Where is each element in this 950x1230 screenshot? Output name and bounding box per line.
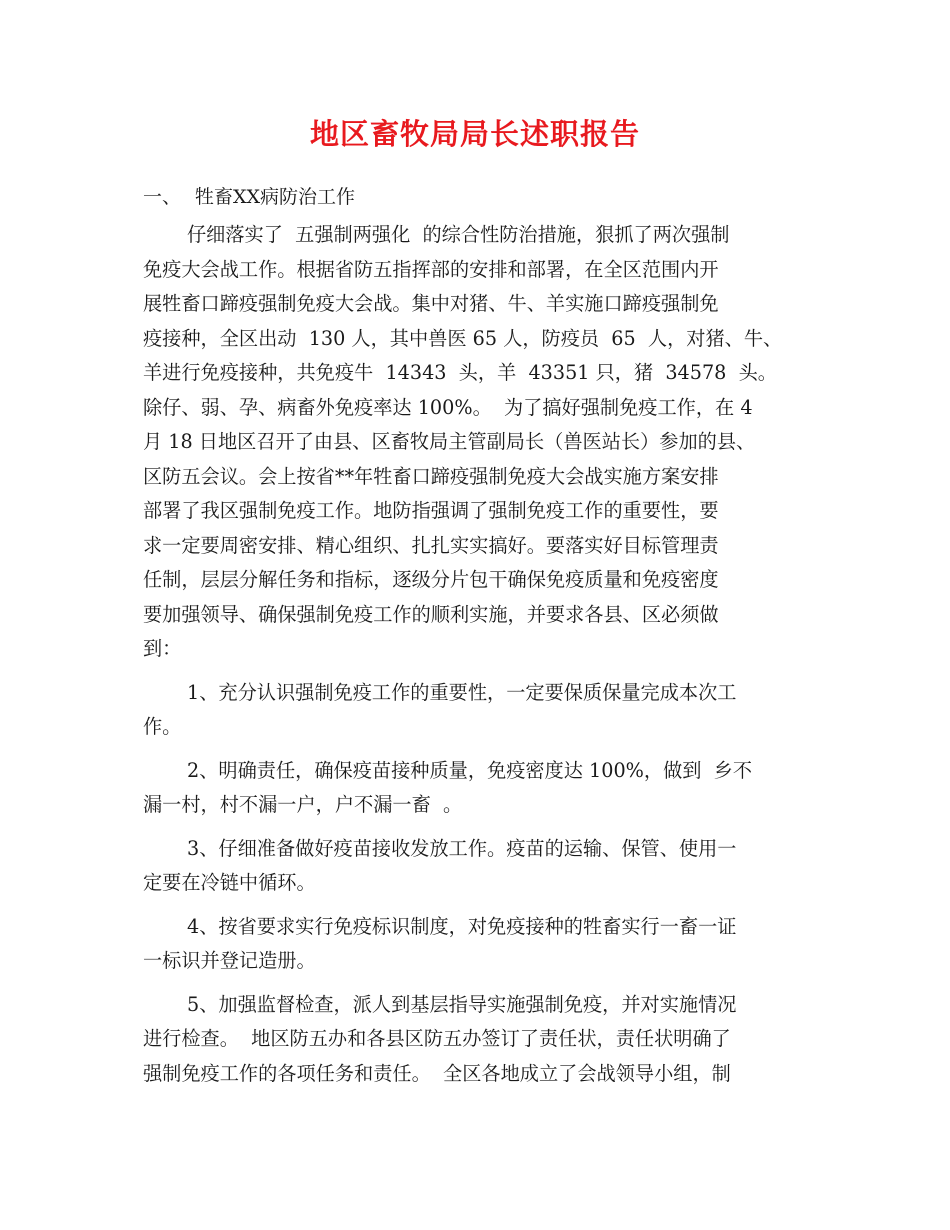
paragraph	[143, 754, 823, 823]
paragraph-line: 定要在冷链中循环。	[143, 871, 316, 894]
paragraph	[143, 910, 823, 979]
paragraph-line: 区防五会议。会上按省**年牲畜口蹄疫强制免疫大会战实施方案安排	[143, 464, 719, 488]
paragraph-gap	[143, 823, 823, 832]
paragraph-line: 疫接种，全区出动 130 人，其中兽医 65 人，防疫员 65 人，对猪、牛、	[143, 326, 783, 350]
paragraph-line: 部署了我区强制免疫工作。地防指强调了强制免疫工作的重要性，要	[143, 499, 719, 522]
paragraph-line: 仔细落实了 五强制两强化 的综合性防治措施，狠抓了两次强制	[187, 223, 730, 246]
paragraph-line: 求一定要周密安排、精心组织、扎扎实实搞好。要落实好目标管理责	[143, 533, 719, 557]
paragraph-line: 作。	[143, 715, 182, 738]
paragraph-gap	[143, 901, 823, 910]
paragraph-gap	[143, 745, 823, 754]
paragraph-line: 一标识并登记造册。	[143, 949, 316, 972]
paragraph-line: 任制，层层分解任务和指标，逐级分片包干确保免疫质量和免疫密度	[143, 568, 719, 591]
paragraph-line: 5、加强监督检查，派人到基层指导实施强制免疫，并对实施情况	[187, 992, 737, 1016]
section-number: 一、	[143, 186, 182, 208]
document-body	[143, 218, 823, 1091]
paragraph-line: 2、明确责任，确保疫苗接种质量，免疫密度达 100%，做到 乡不	[187, 758, 753, 782]
paragraph-line: 展牲畜口蹄疫强制免疫大会战。集中对猪、牛、羊实施口蹄疫强制免	[143, 292, 719, 315]
paragraph-line: 3、仔细准备做好疫苗接收发放工作。疫苗的运输、保管、使用一	[187, 836, 737, 860]
paragraph-line: 月 18 日地区召开了由县、区畜牧局主管副局长（兽医站长）参加的县、	[143, 430, 756, 453]
paragraph-gap	[143, 667, 823, 676]
paragraph-line: 免疫大会战工作。根据省防五指挥部的安排和部署，在全区范围内开	[143, 257, 719, 281]
paragraph	[143, 988, 823, 1092]
paragraph-line: 1、充分认识强制免疫工作的重要性，一定要保质保量完成本次工	[187, 680, 737, 704]
paragraph-line: 羊进行免疫接种，共免疫牛 14343 头，羊 43351 只，猪 34578 头。	[143, 361, 777, 384]
paragraph	[143, 676, 823, 745]
paragraph-gap	[143, 979, 823, 988]
paragraph-line: 要加强领导、确保强制免疫工作的顺利实施，并要求各县、区必须做	[143, 602, 719, 626]
section-heading	[143, 184, 355, 210]
paragraph-line: 除仔、弱、孕、病畜外免疫率达 100%。 为了搞好强制免疫工作，在 4	[143, 395, 753, 419]
paragraph-line: 进行检查。 地区防五办和各县区防五办签订了责任状，责任状明确了	[143, 1027, 731, 1050]
paragraph	[143, 832, 823, 901]
paragraph-line: 4、按省要求实行免疫标识制度，对免疫接种的牲畜实行一畜一证	[187, 914, 737, 938]
paragraph-line: 到：	[143, 637, 182, 660]
paragraph-line: 漏一村，村不漏一户，户不漏一畜 。	[143, 793, 463, 816]
document-title: 地区畜牧局局长述职报告	[309, 117, 640, 151]
paragraph	[143, 218, 823, 667]
paragraph-line: 强制免疫工作的各项任务和责任。 全区各地成立了会战领导小组，制	[143, 1061, 731, 1085]
section-heading-text: 牲畜XX病防治工作	[195, 186, 356, 208]
